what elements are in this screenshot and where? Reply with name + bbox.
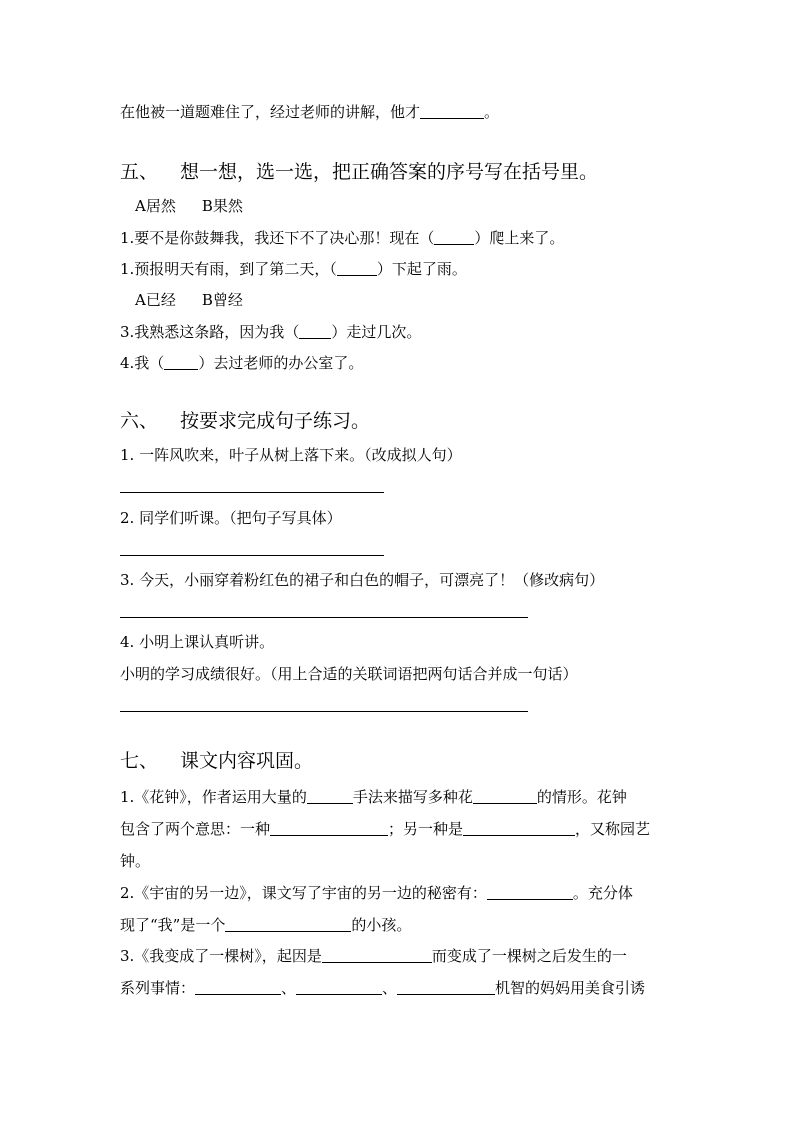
- question-7-1-line1: 1.《花钟》，作者运用大量的 手法来描写多种花 的情形。花钟: [120, 788, 627, 806]
- question-5-4: 4.我（ ）去过老师的办公室了。: [120, 354, 364, 372]
- option-b: B果然: [201, 197, 243, 215]
- answer-blank[interactable]: [296, 979, 382, 995]
- answer-blank[interactable]: [322, 947, 432, 963]
- option-b: B曾经: [201, 291, 243, 309]
- question-6-4-line1: 4. 小明上课认真听讲。: [120, 633, 275, 651]
- answer-blank[interactable]: [225, 916, 351, 932]
- answer-blank[interactable]: [473, 788, 537, 804]
- answer-blank[interactable]: [487, 884, 573, 900]
- question-7-2-line1: 2.《宇宙的另一边》，课文写了宇宙的另一边的秘密有： 。充分体: [120, 884, 633, 902]
- section-5-heading: 五、 想一想，选一选，把正确答案的序号写在括号里。: [120, 161, 599, 183]
- answer-blank[interactable]: [307, 788, 353, 804]
- answer-blank[interactable]: [463, 820, 575, 836]
- question-6-4-line2: 小明的学习成绩很好。（用上合适的关联词语把两句话合并成一句话）: [120, 665, 578, 683]
- answer-line-6-3[interactable]: [120, 617, 528, 618]
- answer-blank[interactable]: [195, 979, 281, 995]
- question-7-1-line3: 钟。: [120, 852, 151, 870]
- option-group-1: [135, 196, 243, 216]
- answer-blank[interactable]: [337, 260, 377, 276]
- answer-blank[interactable]: [164, 354, 198, 370]
- answer-blank[interactable]: [299, 323, 331, 339]
- question-7-3-line2: 系列事情： 、 、 机智的妈妈用美食引诱: [120, 979, 646, 997]
- option-a: A居然: [135, 197, 176, 215]
- section-7-heading: 七、 课文内容巩固。: [120, 750, 314, 772]
- answer-blank[interactable]: [270, 820, 388, 836]
- answer-line-6-4[interactable]: [120, 711, 528, 712]
- question-5-2: 1.预报明天有雨，到了第二天，（ ）下起了雨。: [120, 260, 467, 278]
- question-7-2-line2: 现了“我”是一个 的小孩。: [120, 916, 412, 934]
- question-5-1: 1.要不是你鼓舞我，我还下不了决心那！现在（ ）爬上来了。: [120, 229, 565, 247]
- question-6-1: 1. 一阵风吹来，叶子从树上落下来。（改成拟人句）: [120, 446, 462, 464]
- answer-line-6-2[interactable]: [120, 555, 384, 556]
- question-7-1-line2: 包含了两个意思：一种 ；另一种是 ，又称园艺: [120, 820, 651, 838]
- question-6-2: 2. 同学们听课。（把句子写具体）: [120, 509, 342, 527]
- section-6-heading: 六、 按要求完成句子练习。: [120, 410, 371, 432]
- option-a: A已经: [135, 291, 176, 309]
- answer-blank[interactable]: [420, 103, 484, 119]
- answer-blank[interactable]: [434, 229, 474, 245]
- intro-sentence: 在他被一道题难住了，经过老师的讲解，他才 。: [120, 103, 500, 121]
- answer-blank[interactable]: [397, 979, 495, 995]
- question-5-3: 3.我熟悉这条路，因为我（ ）走过几次。: [120, 323, 422, 341]
- option-group-2: [135, 290, 243, 310]
- answer-line-6-1[interactable]: [120, 492, 384, 493]
- question-6-3: 3. 今天，小丽穿着粉红色的裙子和白色的帽子，可漂亮了！（修改病句）: [120, 571, 605, 589]
- question-7-3-line1: 3.《我变成了一棵树》，起因是 而变成了一棵树之后发生的一: [120, 947, 627, 965]
